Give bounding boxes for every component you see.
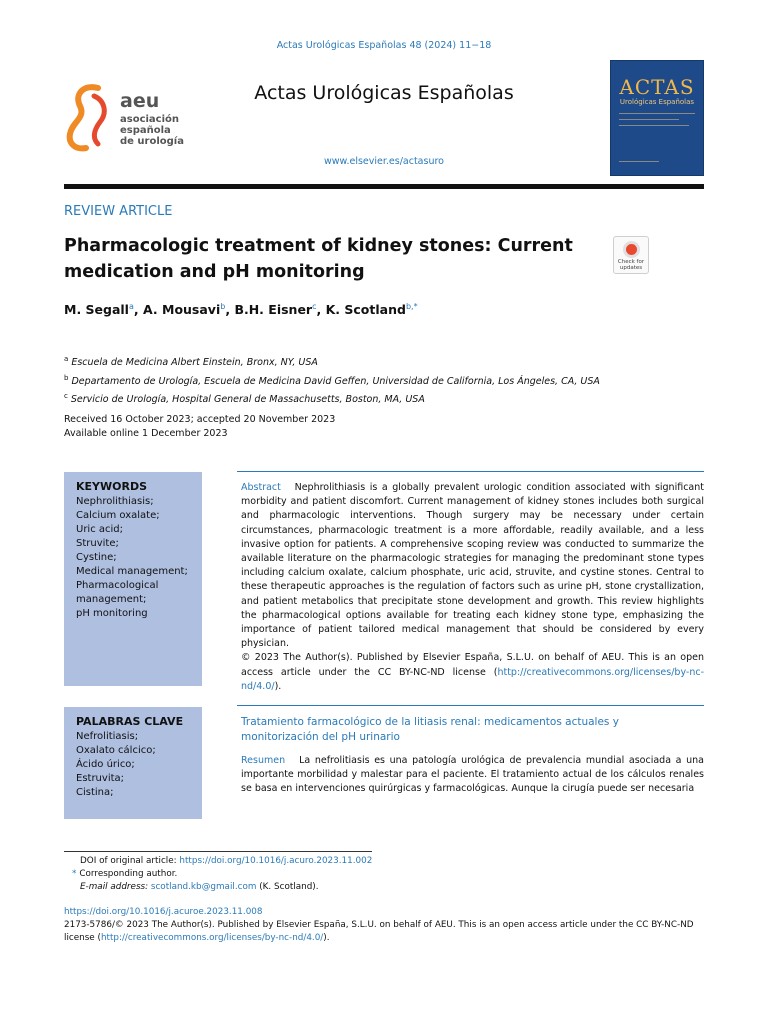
spanish-title: Tratamiento farmacológico de la litiasis renal: medicamentos actuales y monitorización del pH urinario: [241, 716, 619, 743]
spanish-top-rule: [237, 705, 704, 706]
received-date: Received 16 October 2023; accepted 20 November 2023: [64, 414, 336, 425]
author[interactable]: M. Segall$^a$: [64, 302, 134, 318]
license-statement: 2173-5786/© 2023 The Author(s). Published by Elsevier España, S.L.U. on behalf of AEU. This is an open access article under the CC BY-NC-ND license (http://creativecommons.org/licenses/by-nc-nd/4.0/).: [64, 920, 694, 943]
journal-citation: Actas Urológicas Españolas 48 (2024) 11−18: [276, 40, 492, 51]
journal-header: [64, 60, 704, 178]
abstract-text: Nephrolithiasis is a globally prevalent urologic condition associated with significant morbidity and patient discomfort. Current management of kidney stones includes both surgical and pharmacologic interventions. Though surgery may be necessary under certain circumstances, pharmacologic treatment is a more affordable, readily available, and a less invasive option for patients. A comprehensive scoping review was conducted to summarize the available literature on the pharmacologic strategies for managing the predominant stone types including calcium oxalate, calcium phosphate, uric acid, struvite, and cystine stones. Central to these therapeutic approaches is the regulation of factors such as urine pH, stone crystallization, and patient metabolics that precipitate stone development and growth. This review highlights the pharmacological options available for treating each kidney stone type, emphasizing the importance of patient tailored medical management that should be considered by every physician.: [241, 482, 704, 650]
abstract-top-rule: [237, 471, 704, 472]
check-updates-label: Check for updates: [617, 259, 645, 271]
email: E-mail address: scotland.kb@gmail.com (K. Scotland).: [80, 882, 319, 892]
keyword: Estruvita;: [76, 773, 125, 784]
keyword: Calcium oxalate;: [76, 510, 160, 521]
keyword: pH monitoring: [76, 608, 148, 619]
affiliation: $^a$ Escuela de Medicina Albert Einstein, Bronx, NY, USA: [64, 355, 318, 369]
copyright-text: © 2023 The Author(s). Published by Elsevier España, S.L.U. on behalf of AEU. This is an open access article under the CC BY-NC-ND license (: [241, 652, 704, 678]
cover-subtitle: Urológicas Españolas: [619, 98, 695, 106]
footnotes: [72, 855, 373, 894]
aeu-logo: [64, 82, 214, 152]
keyword: Struvite;: [76, 538, 119, 549]
check-for-updates-button[interactable]: [613, 236, 649, 274]
original-doi-link[interactable]: https://doi.org/10.1016/j.acuro.2023.11.002: [179, 856, 373, 866]
journal-url-link[interactable]: www.elsevier.es/actasuro: [324, 156, 444, 167]
keyword: management;: [76, 594, 147, 605]
license-link[interactable]: http://creativecommons.org/licenses/by-nc-nd/4.0/: [241, 666, 704, 692]
resumen: [241, 754, 704, 797]
abstract: Abstract Nephrolithiasis is a globally prevalent urologic condition associated with significant morbidity and patient discomfort. Current management of kidney stones includes both surgical and pharmacologic interventions. Though surgery may be necessary under certain circumstances, pharmacologic treatment is a more affordable, readily available, and a less invasive option for patients. A comprehensive scoping review was conducted to summarize the available literature on the pharmacologic strategies for managing the predominant stone types including calcium oxalate, calcium phosphate, uric acid, struvite, and cystine stones. Central to these therapeutic approaches is the regulation of factors such as urine pH, stone crystallization, and patient metabolics that precipitate stone development and growth. This review highlights the pharmacological options available for treating each kidney stone type, emphasizing the importance of patient tailored medical management that should be considered by every physician. © 2023 The Author(s). Published by Elsevier España, S.L.U. on behalf of AEU. This is an open access article under the CC BY-NC-ND license (http://creativecommons.org/licenses/by-nc-nd/4.0/).: [241, 482, 704, 692]
resumen-label: Resumen: [241, 755, 286, 766]
journal-cover-image: [610, 60, 704, 176]
affiliation: $^c$ Servicio de Urología, Hospital General de Massachusetts, Boston, MA, USA: [64, 392, 425, 406]
header-divider: [64, 184, 704, 189]
journal-title: Actas Urológicas Españolas: [254, 82, 514, 104]
author-list: M. Segall$^a$, A. Mousavi$^b$, B.H. Eisner$^c$, K. Scotland$^{b,*}$: [64, 302, 418, 318]
affiliations: [64, 352, 600, 408]
author[interactable]: K. Scotland$^{b,*}$: [325, 302, 418, 318]
keyword: Uric acid;: [76, 524, 124, 535]
available-date: Available online 1 December 2023: [64, 428, 228, 439]
keyword: Nefrolitiasis;: [76, 731, 139, 742]
resumen-text: La nefrolitiasis es una patología urológica de prevalencia mundial asociada a una importante morbilidad y malestar para el paciente. El tratamiento actual de los cálculos renales se basa en intervenciones quirúrgicas y farmacológicas. Aunque la cirugía puede ser necesaria: [241, 755, 705, 795]
original-doi: DOI of original article: https://doi.org/10.1016/j.acuro.2023.11.002: [80, 856, 373, 866]
author[interactable]: B.H. Eisner$^c$: [234, 302, 317, 318]
keyword: Cystine;: [76, 552, 117, 563]
keyword: Cistina;: [76, 787, 114, 798]
keyword: Nephrolithiasis;: [76, 496, 154, 507]
logo-full-name: asociación española de urología: [120, 114, 184, 147]
palabras-clave-box: [64, 707, 202, 819]
aeu-logo-icon: [64, 82, 116, 152]
keywords-box: [64, 472, 202, 686]
article-doi-block: [64, 906, 704, 945]
keyword: Pharmacological: [76, 580, 159, 591]
keyword: Oxalato cálcico;: [76, 745, 156, 756]
article-title: Pharmacologic treatment of kidney stones: Current medication and pH monitoring: [64, 236, 573, 282]
footnote-rule: [64, 851, 372, 852]
keywords-heading: KEYWORDS: [76, 480, 148, 493]
author[interactable]: A. Mousavi$^b$: [143, 302, 226, 318]
cover-title: ACTAS: [619, 75, 695, 99]
abstract-label: Abstract: [241, 482, 281, 493]
check-updates-icon: [623, 241, 640, 258]
logo-abbreviation: aeu: [120, 90, 160, 112]
email-link[interactable]: scotland.kb@gmail.com: [150, 882, 257, 892]
article-dates: [64, 413, 335, 441]
palabras-clave-heading: PALABRAS CLAVE: [76, 715, 184, 728]
keyword: Medical management;: [76, 566, 188, 577]
corresponding-author: * Corresponding author.: [72, 869, 178, 879]
article-doi-link[interactable]: https://doi.org/10.1016/j.acuroe.2023.11.008: [64, 907, 263, 917]
affiliation: $^b$ Departamento de Urología, Escuela de Medicina David Geffen, Universidad de California, Los Ángeles, CA, USA: [64, 373, 600, 387]
bottom-license-link[interactable]: http://creativecommons.org/licenses/by-nc-nd/4.0/: [100, 933, 324, 943]
article-type: REVIEW ARTICLE: [64, 204, 173, 219]
keyword: Ácido úrico;: [76, 759, 135, 770]
